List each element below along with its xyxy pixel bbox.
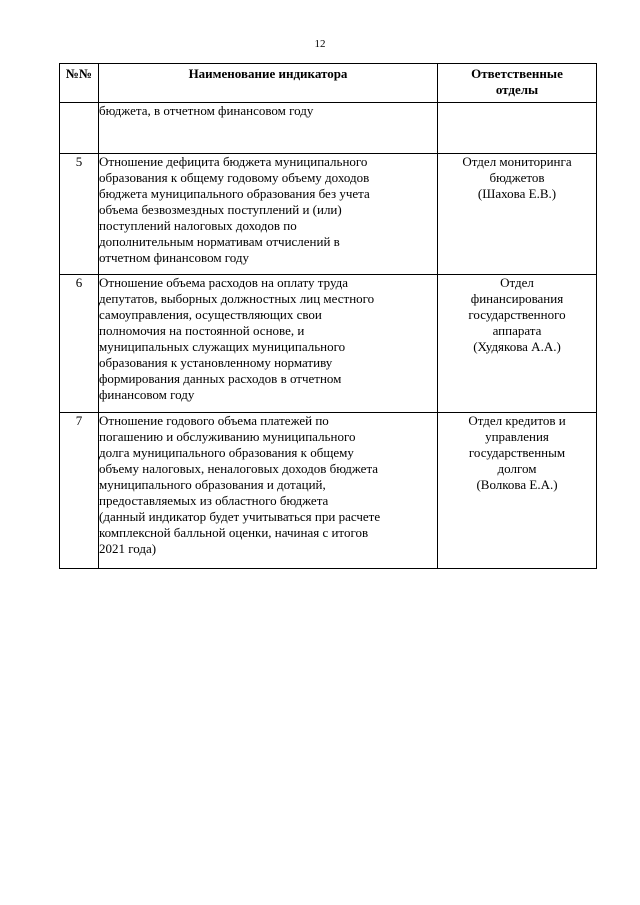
indicator-name-line: (данный индикатор будет учитываться при расчете xyxy=(99,509,381,524)
department-line: финансирования xyxy=(470,291,564,306)
department-line: долгом xyxy=(497,461,537,476)
indicator-name-line: долга муниципального образования к общему xyxy=(99,445,354,460)
indicator-name-line: образования к установленному нормативу xyxy=(99,355,333,370)
responsible-department xyxy=(438,154,597,275)
indicator-name-line: бюджета, в отчетном финансовом году xyxy=(99,103,314,118)
row-number: 5 xyxy=(60,154,99,275)
indicator-name xyxy=(99,413,438,569)
table-row xyxy=(60,154,597,275)
table-row xyxy=(60,103,597,154)
header-departments-line: отделы xyxy=(495,82,539,97)
page-number: 12 xyxy=(314,38,326,50)
indicator-name-line: 2021 года) xyxy=(99,541,157,556)
department-line: (Худякова А.А.) xyxy=(473,339,561,354)
table-row xyxy=(60,413,597,569)
indicator-name-line: объему налоговых, неналоговых доходов бюджета xyxy=(99,461,379,476)
department-line: аппарата xyxy=(492,323,542,338)
indicator-name-line: Отношение объема расходов на оплату труда xyxy=(99,275,349,290)
department-line: (Шахова Е.В.) xyxy=(477,186,557,201)
indicator-name-line: депутатов, выборных должностных лиц местного xyxy=(99,291,375,306)
department-line: Отдел кредитов и xyxy=(468,413,566,428)
table-row xyxy=(60,275,597,413)
header-departments-line: Ответственные xyxy=(471,66,563,81)
indicator-name-line: образования к общему годовому объему доходов xyxy=(99,170,370,185)
header-number: №№ xyxy=(60,64,99,103)
indicator-name-line: Отношение годового объема платежей по xyxy=(99,413,329,428)
department-line: бюджетов xyxy=(489,170,545,185)
department-line: управления xyxy=(485,429,549,444)
indicator-name-line: муниципальных служащих муниципального xyxy=(99,339,346,354)
indicator-name xyxy=(99,103,438,154)
indicator-name-line: полномочия на постоянной основе, и xyxy=(99,323,305,338)
indicator-name xyxy=(99,154,438,275)
header-responsible-departments xyxy=(438,64,597,103)
header-indicator-name: Наименование индикатора xyxy=(99,64,438,103)
row-number xyxy=(60,103,99,154)
indicator-name-line: дополнительным нормативам отчислений в xyxy=(99,234,340,249)
indicator-name-line: предоставляемых из областного бюджета xyxy=(99,493,329,508)
indicator-name-line: погашению и обслуживанию муниципального xyxy=(99,429,356,444)
department-line: Отдел мониторинга xyxy=(462,154,572,169)
row-number: 7 xyxy=(60,413,99,569)
department-line: Отдел xyxy=(500,275,534,290)
indicator-name-line: муниципального образования и дотаций, xyxy=(99,477,326,492)
indicator-name-line: бюджета муниципального образования без учета xyxy=(99,186,370,201)
indicator-name-line: поступлений налоговых доходов по xyxy=(99,218,297,233)
indicator-name-line: отчетном финансовом году xyxy=(99,250,250,265)
indicator-name-line: объема безвозмездных поступлений и (или) xyxy=(99,202,342,217)
responsible-department xyxy=(438,413,597,569)
responsible-department xyxy=(438,275,597,413)
department-line: государственного xyxy=(468,307,566,322)
indicator-name-line: Отношение дефицита бюджета муниципального xyxy=(99,154,368,169)
responsible-department xyxy=(438,103,597,154)
indicators-table xyxy=(59,63,597,569)
row-number: 6 xyxy=(60,275,99,413)
indicator-name-line: формирования данных расходов в отчетном xyxy=(99,371,342,386)
table-header-row xyxy=(60,64,597,103)
indicator-name-line: финансовом году xyxy=(99,387,195,402)
indicator-name xyxy=(99,275,438,413)
indicator-name-line: самоуправления, осуществляющих свои xyxy=(99,307,322,322)
department-line: (Волкова Е.А.) xyxy=(476,477,558,492)
department-line: государственным xyxy=(468,445,566,460)
indicator-name-line: комплексной балльной оценки, начиная с итогов xyxy=(99,525,369,540)
